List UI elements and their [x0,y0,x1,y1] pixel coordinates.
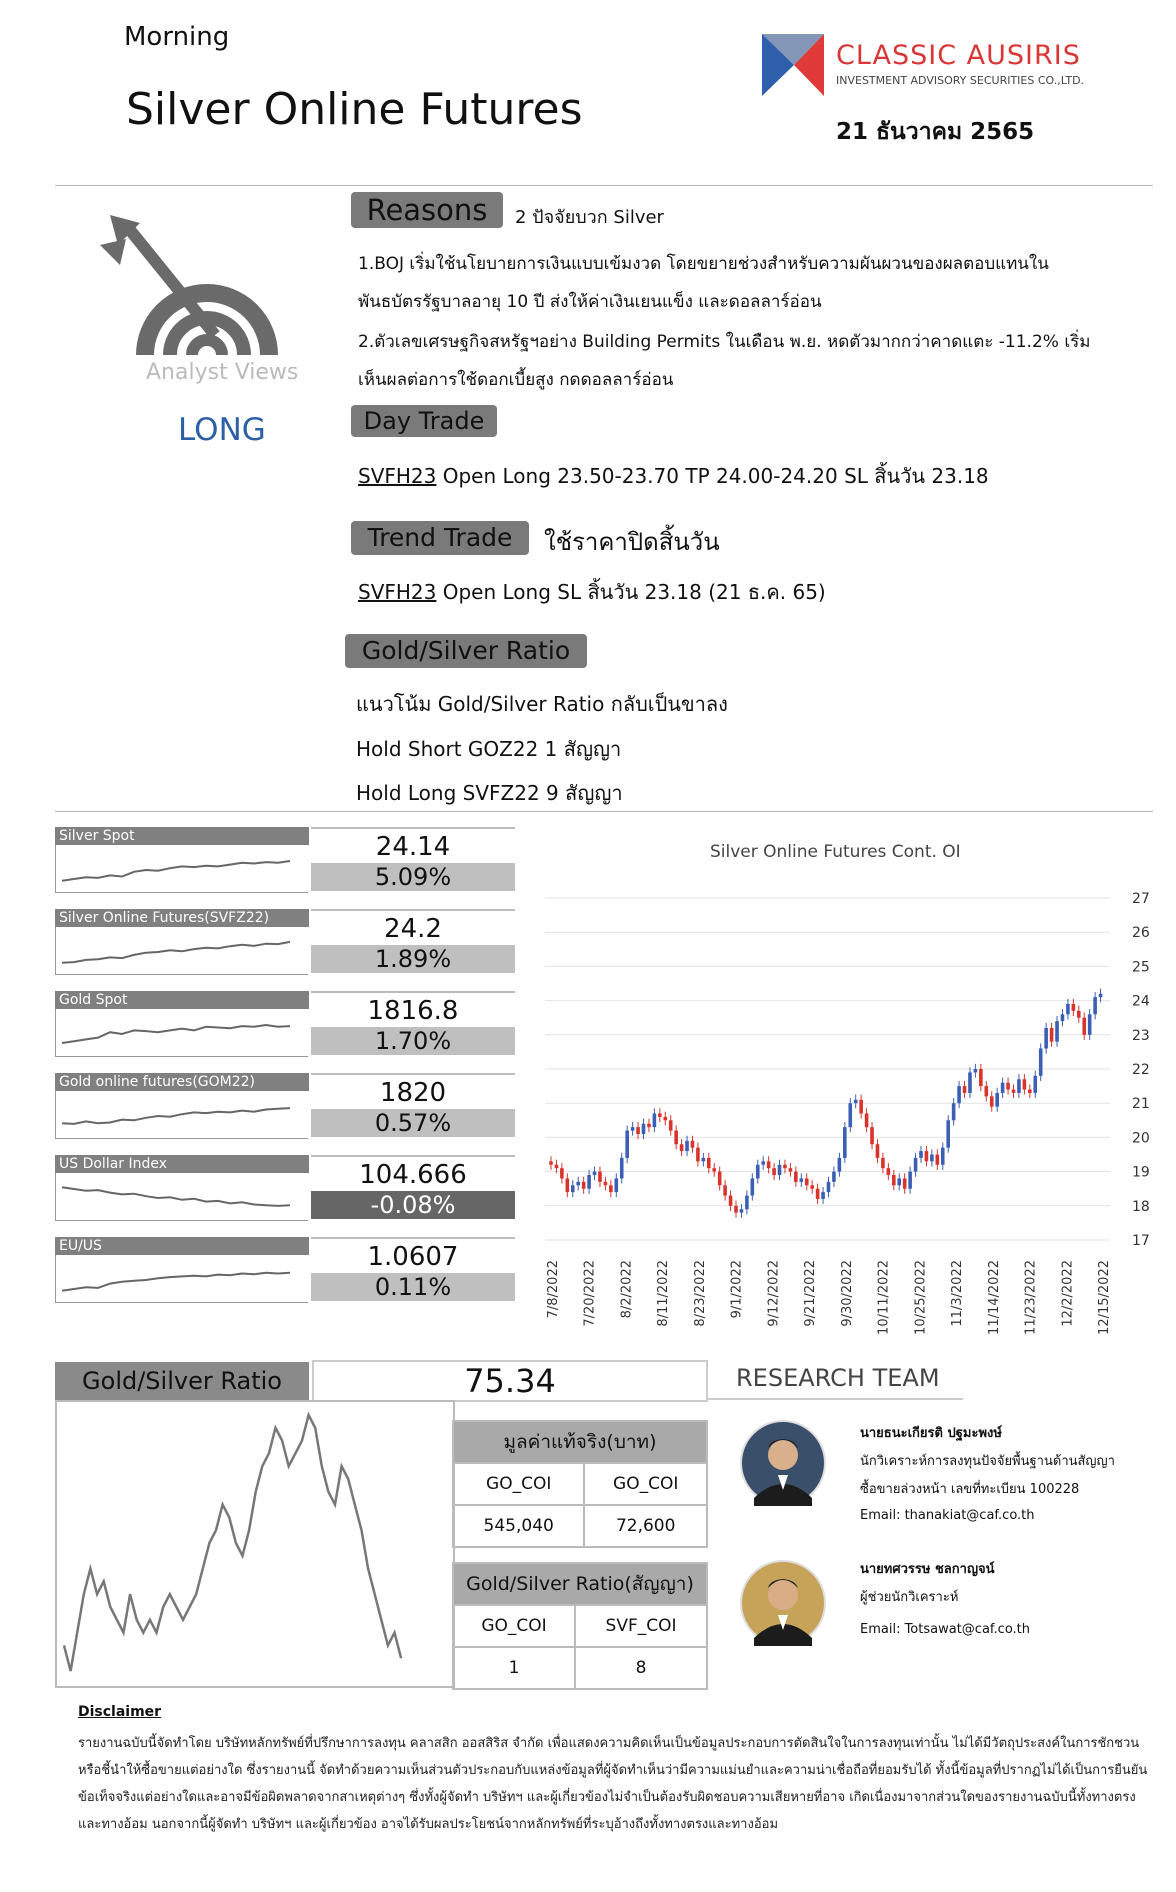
analyst-1-license: ซื้อขายล่วงหน้า เลขที่ทะเบียน 100228 [860,1482,1080,1497]
day-trade-symbol: SVFH23 [358,464,437,488]
candle-body [821,1192,825,1199]
trend-trade-symbol: SVFH23 [358,580,437,604]
contracts-title: Gold/Silver Ratio(สัญญา) [452,1562,708,1606]
analyst-1-avatar [740,1420,826,1506]
reason-2-line-2: เห็นผลต่อการใช้ดอกเบี้ยสูง กดดอลลาร์อ่อน [358,370,674,390]
market-name: Silver Spot [55,827,309,845]
candle-body [767,1161,771,1168]
analyst-views-caption: Analyst Views [146,360,299,385]
section-divider [55,811,1153,812]
disclaimer-text [78,1730,1158,1838]
candle-body [941,1148,945,1165]
candle-body [1017,1079,1021,1093]
candle-body [859,1100,863,1114]
candle-body [925,1151,929,1161]
x-tick-label: 9/21/2022 [803,1260,819,1327]
x-tick-label: 9/30/2022 [839,1260,855,1327]
candle-body [794,1172,798,1182]
candle-body [881,1158,885,1168]
market-value: 104.666 [311,1155,515,1193]
candle-body [908,1172,912,1189]
market-name: US Dollar Index [55,1155,309,1173]
market-name: Gold online futures(GOM22) [55,1073,309,1091]
candle-body [761,1161,765,1164]
trend-trade-detail: Open Long SL สิ้นวัน 23.18 (21 ธ.ค. 65) [436,580,826,604]
contracts-col-1: GO_COI [453,1605,575,1647]
candle-body [620,1158,624,1179]
analyst-2-email: Email: Totsawat@caf.co.th [860,1622,1031,1637]
disclaimer-line-4: และทางอ้อม นอกจากนี้ผู้จัดทำ บริษัทฯ และผู้เกี่ยวข้อง อาจได้รับผลประโยชน์จากหลักทรัพย์ที่ระบุอ้างถึงทั้งทางตรงและทางอ้อม [78,1817,779,1832]
candle-body [772,1168,776,1175]
company-name: CLASSIC AUSIRIS [836,40,1081,71]
market-value: 24.2 [311,909,515,947]
analyst-2-role: ผู้ช่วยนักวิเคราะห์ [860,1590,959,1605]
candle-body [696,1148,700,1162]
candle-body [995,1093,999,1107]
reasons-subtitle: 2 ปัจจัยบวก Silver [515,207,664,228]
gsr-value: 75.34 [312,1360,708,1402]
day-trade-line [358,460,989,492]
header-divider [55,185,1153,186]
market-card [55,1155,515,1221]
real-value-col-2: GO_COI [584,1463,707,1505]
reasons-label: Reasons [351,192,503,228]
candle-body [789,1168,793,1171]
candle-body [1033,1076,1037,1093]
real-value-col-1: GO_COI [453,1463,584,1505]
market-card [55,909,515,975]
y-tick-label: 18 [1132,1198,1150,1215]
candle-body [778,1165,782,1175]
candle-body [1077,1011,1081,1018]
candle-body [1001,1083,1005,1093]
analyst-1-name: นายธนะเกียรติ ปฐมะพงษ์ [860,1426,1002,1441]
candle-body [642,1124,646,1134]
gsr-line-1: แนวโน้ม Gold/Silver Ratio กลับเป็นขาลง [356,692,728,716]
y-tick-label: 21 [1132,1096,1150,1113]
candle-body [598,1172,602,1182]
candle-body [876,1144,880,1158]
candle-body [1050,1028,1054,1042]
main-chart [530,870,1150,1345]
candle-body [1028,1090,1032,1093]
contracts-table [452,1604,708,1690]
candle-body [680,1144,684,1151]
market-change: 0.57% [311,1109,515,1137]
candle-body [903,1178,907,1188]
candle-body [974,1069,978,1072]
candle-body [685,1141,689,1151]
research-team-underline [708,1398,963,1400]
candle-body [740,1209,744,1212]
candle-body [604,1182,608,1185]
x-tick-label: 7/8/2022 [546,1260,561,1319]
market-value: 1820 [311,1073,515,1111]
day-trade-label: Day Trade [351,405,497,437]
gsr-line-2: Hold Short GOZ22 1 สัญญา [356,737,622,761]
candle-body [892,1175,896,1185]
candle-body [990,1096,994,1106]
candle-body [827,1182,831,1192]
x-tick-label: 12/15/2022 [1097,1260,1112,1335]
candle-body [952,1103,956,1120]
y-tick-label: 19 [1132,1164,1150,1181]
candle-body [631,1127,635,1130]
real-value-title: มูลค่าแท้จริง(บาท) [452,1420,708,1464]
candle-body [832,1172,836,1182]
candle-body [946,1120,950,1147]
disclaimer-line-2: หรือชี้นำให้ซื้อขายแต่อย่างใด ซึ่งรายงานนี้ จัดทำด้วยความเห็นส่วนตัวประกอบกับแหล่งข้อมูลที่ผู้จัดทำเห็นว่ามีความแม่นยำและความน่าเชื่อถือที่ยอมรับได้ ทั้งนี้ข้อมูลที่ปรากฏไม่ได้เป็นการยืนยัน [78,1763,1148,1778]
candle-body [1055,1021,1059,1042]
x-tick-label: 11/23/2022 [1023,1260,1039,1335]
candle-body [707,1158,711,1168]
y-tick-label: 17 [1132,1233,1150,1249]
y-tick-label: 26 [1132,925,1150,942]
market-card [55,1073,515,1139]
target-arrow-icon [100,215,315,360]
day-trade-detail: Open Long 23.50-23.70 TP 24.00-24.20 SL สิ้นวัน 23.18 [436,464,989,488]
analyst-2-name: นายทศวรรษ ชลกาญจน์ [860,1562,995,1577]
disclaimer-line-3: ข้อเท็จจริงแต่อย่างใดและอาจมีข้อผิดพลาดจากสาเหตุต่างๆ ซึ่งทั้งผู้จัดทำ บริษัทฯ และผู้เกี่ยวข้องไม่จำเป็นต้องรับผิดชอบความเสียหายที่อาจ เกิดเนื่องมาจากส่วนใดของรายงานฉบับนี้ทั้งทางตรง [78,1790,1136,1805]
market-change: -0.08% [311,1191,515,1219]
candle-body [1082,1018,1086,1035]
candle-body [968,1072,972,1093]
candle-body [647,1124,651,1127]
candle-body [555,1165,559,1168]
y-tick-label: 24 [1132,993,1150,1010]
candle-body [816,1189,820,1199]
analyst-1-role: นักวิเคราะห์การลงทุนปัจจัยพื้นฐานด้านสัญญา [860,1454,1115,1469]
analyst-1-email: Email: thanakiat@caf.co.th [860,1508,1035,1523]
market-name: Gold Spot [55,991,309,1009]
x-tick-label: 9/1/2022 [729,1260,745,1319]
candle-body [979,1069,983,1086]
candle-body [843,1127,847,1158]
main-chart-title: Silver Online Futures Cont. OI [710,842,961,862]
company-subtitle: INVESTMENT ADVISORY SECURITIES CO.,LTD. [836,74,1085,87]
candle-body [756,1165,760,1179]
candle-body [865,1113,869,1127]
x-tick-label: 8/2/2022 [619,1260,635,1319]
candle-body [1088,1014,1092,1035]
candle-body [734,1206,738,1213]
gsr-line [64,1415,401,1671]
candle-body [723,1185,727,1195]
gsr-line-3: Hold Long SVFZ22 9 สัญญา [356,781,623,805]
market-change: 1.89% [311,945,515,973]
candle-body [549,1161,553,1164]
candle-body [957,1086,961,1103]
market-card [55,827,515,893]
candle-body [1044,1028,1048,1049]
candle-body [587,1175,591,1189]
market-value: 1.0607 [311,1237,515,1275]
analyst-2-avatar [740,1560,826,1646]
candle-body [653,1113,657,1127]
page-title: Silver Online Futures [126,84,583,135]
y-tick-label: 22 [1132,1062,1150,1078]
candle-body [930,1155,934,1162]
x-tick-label: 9/12/2022 [766,1260,782,1327]
market-card [55,1237,515,1303]
trend-trade-note: ใช้ราคาปิดสิ้นวัน [544,528,720,556]
real-value-cell-2: 72,600 [584,1505,707,1547]
candle-body [1066,1004,1070,1014]
candle-body [1006,1083,1010,1090]
candle-body [1099,994,1103,997]
morning-label: Morning [124,22,230,52]
market-name: Silver Online Futures(SVFZ22) [55,909,309,927]
candle-body [919,1151,923,1158]
x-tick-label: 8/23/2022 [692,1260,708,1327]
candle-body [669,1120,673,1130]
x-tick-label: 8/11/2022 [656,1260,672,1327]
candle-body [1039,1048,1043,1075]
candle-body [593,1172,597,1175]
candle-body [887,1168,891,1175]
x-tick-label: 11/3/2022 [950,1260,966,1327]
x-tick-label: 11/14/2022 [986,1260,1002,1335]
contracts-cell-1: 1 [453,1647,575,1689]
reason-1-line-1: 1.BOJ เริ่มใช้นโยบายการเงินแบบเข้มงวด โดยขยายช่วงสำหรับความผันผวนของผลตอบแทนใน [358,254,1049,274]
candle-body [870,1127,874,1144]
candle-body [897,1178,901,1185]
gsr-label-box: Gold/Silver Ratio [55,1362,309,1400]
reason-1-line-2: พันธบัตรรัฐบาลอายุ 10 ปี ส่งให้ค่าเงินเยนแข็ง และดอลลาร์อ่อน [358,292,822,312]
trend-trade-line [358,576,826,608]
candle-body [702,1158,706,1161]
real-value-cell-1: 545,040 [453,1505,584,1547]
candle-body [745,1196,749,1210]
y-tick-label: 20 [1132,1130,1150,1147]
candle-body [663,1117,667,1120]
y-tick-label: 23 [1132,1027,1150,1044]
market-change: 0.11% [311,1273,515,1301]
candle-body [1072,1004,1076,1011]
candle-body [614,1178,618,1192]
candle-body [691,1141,695,1148]
candle-body [854,1100,858,1103]
contracts-col-2: SVF_COI [575,1605,707,1647]
gsr-line-chart [58,1403,450,1683]
candle-body [1012,1090,1016,1093]
candle-body [936,1155,940,1165]
report-date: 21 ธันวาคม 2565 [836,119,1035,145]
market-name: EU/US [55,1237,309,1255]
market-value: 24.14 [311,827,515,865]
candle-body [712,1168,716,1171]
candle-body [658,1113,662,1116]
candle-body [609,1185,613,1192]
x-tick-label: 10/25/2022 [913,1260,929,1335]
candle-body [576,1182,580,1185]
candle-body [805,1178,809,1185]
candle-body [674,1131,678,1145]
candle-body [984,1086,988,1096]
candle-body [1061,1014,1065,1021]
reason-2-line-1: 2.ตัวเลขเศรษฐกิจสหรัฐฯอย่าง Building Permits ในเดือน พ.ย. หดตัวมากกว่าคาดแตะ -11.2% เริ่ม [358,332,1091,352]
candle-body [848,1103,852,1127]
candle-body [729,1196,733,1206]
candle-body [751,1178,755,1195]
research-team-title: RESEARCH TEAM [736,1364,940,1392]
company-logo [758,30,828,100]
x-tick-label: 7/20/2022 [582,1260,598,1327]
candle-body [783,1165,787,1168]
candle-body [718,1172,722,1186]
candle-body [636,1127,640,1134]
disclaimer-title: Disclaimer [78,1704,162,1720]
candle-body [963,1086,967,1093]
real-value-table [452,1462,708,1548]
candle-body [582,1182,586,1189]
candle-body [810,1185,814,1188]
candle-body [571,1185,575,1192]
candle-body [566,1178,570,1192]
analyst-view-long: LONG [178,412,266,448]
candle-body [1093,997,1097,1014]
trend-trade-label: Trend Trade [351,521,529,555]
candle-body [914,1158,918,1172]
candle-body [560,1168,564,1178]
disclaimer-line-1: รายงานฉบับนี้จัดทำโดย บริษัทหลักทรัพย์ที่ปรึกษาการลงทุน คลาสสิก ออสสิริส จำกัด เพื่อแสดงความคิดเห็นเป็นข้อมูลประกอบการตัดสินใจในการลงทุนเท่านั้น ไม่ได้มีวัตถุประสงค์ในการชักชวน [78,1736,1140,1751]
x-tick-label: 12/2/2022 [1060,1260,1076,1327]
contracts-cell-2: 8 [575,1647,707,1689]
candle-body [1023,1079,1027,1089]
y-tick-label: 27 [1132,891,1150,907]
candle-body [625,1131,629,1158]
market-card [55,991,515,1057]
candle-body [799,1178,803,1181]
market-value: 1816.8 [311,991,515,1029]
market-change: 5.09% [311,863,515,891]
gsr-section-label: Gold/Silver Ratio [345,634,587,668]
candle-body [838,1158,842,1172]
x-tick-label: 10/11/2022 [876,1260,892,1335]
market-change: 1.70% [311,1027,515,1055]
y-tick-label: 25 [1132,959,1150,976]
